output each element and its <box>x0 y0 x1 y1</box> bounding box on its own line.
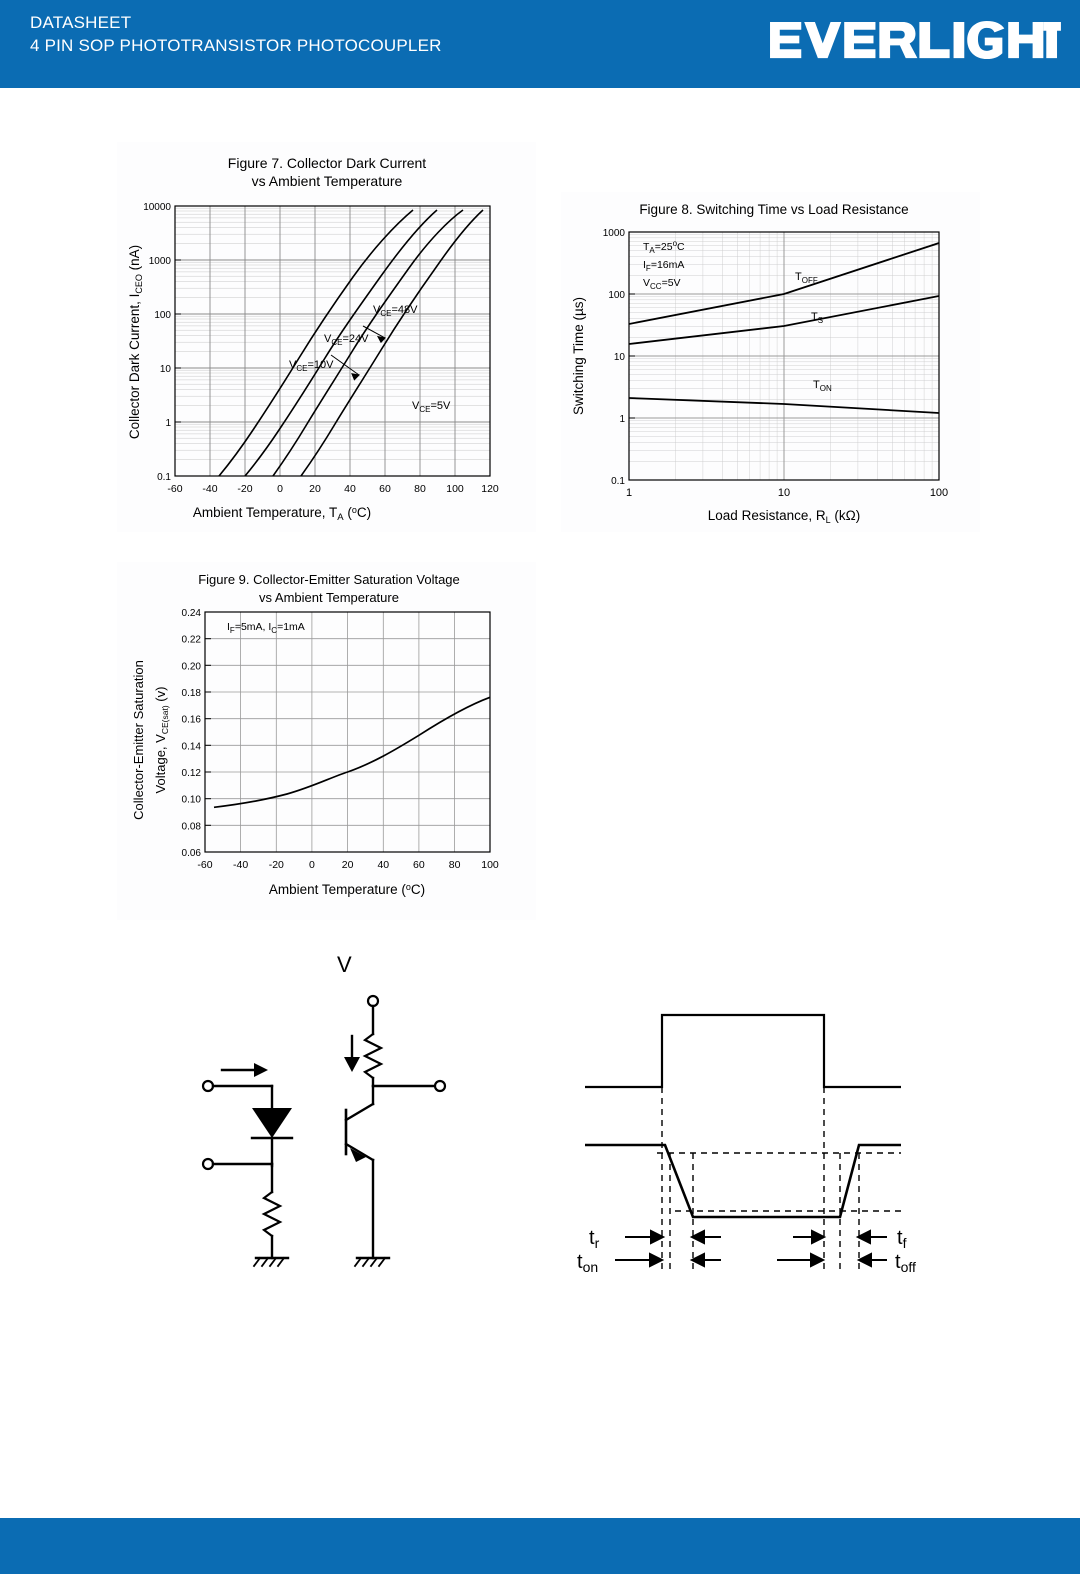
input-pulse <box>585 1015 901 1087</box>
output-waveform <box>585 1145 901 1217</box>
svg-text:0.20: 0.20 <box>181 661 201 673</box>
annotation-vce-10v: $V_{CE}=10V$ <box>289 359 334 373</box>
svg-text:10: 10 <box>159 364 171 375</box>
figure-7-title-line-1: Figure 7. Collector Dark Current <box>227 155 427 171</box>
switching-waveform-diagram <box>575 985 950 1280</box>
header-title-block <box>30 11 442 57</box>
waveform-guides-vertical <box>662 1087 859 1270</box>
svg-text:IF=16mA: $I_F=16mA$ <box>643 259 685 273</box>
svg-text:TA=25oC: $T_A=25^oC$ <box>643 239 685 255</box>
svg-text:120: 120 <box>481 483 499 495</box>
figure-8-title: Figure 8. Switching Time vs Load Resistance <box>639 202 909 217</box>
annotation-vce-24v: $V_{CE}=24V$ <box>324 333 369 347</box>
svg-text:-20: -20 <box>237 483 253 495</box>
svg-text:20: 20 <box>341 859 354 871</box>
svg-text:100: 100 <box>154 310 171 321</box>
svg-text:Ambient Temperature, TA (oC): Ambient Temperature, $T_A$ ($^o$C) <box>192 505 372 523</box>
svg-text:-60: -60 <box>167 483 183 495</box>
test-circuit-diagram <box>180 930 510 1275</box>
figure-9-x-ticklabels <box>197 859 499 871</box>
header-line-2: 4 PIN SOP PHOTOTRANSISTOR PHOTOCOUPLER <box>30 36 442 55</box>
svg-text:60: 60 <box>413 859 425 871</box>
figure-7-y-axis-label <box>127 245 144 439</box>
figure-9-title-line-1: Figure 9. Collector-Emitter Saturation Voltage <box>198 572 460 587</box>
figure-9-y-axis-label-line-2 <box>153 687 170 794</box>
input-terminal-bottom <box>203 1159 213 1169</box>
svg-text:100: 100 <box>446 483 464 495</box>
label-ton: $T_{ON}$ <box>813 379 832 393</box>
svg-text:-40: -40 <box>233 859 249 871</box>
supply-terminal <box>368 996 378 1006</box>
svg-text:40: 40 <box>377 859 390 871</box>
svg-text:0: 0 <box>277 483 283 495</box>
figure-8-y-axis-label <box>571 297 586 415</box>
label-ts: $T_S$ <box>811 311 824 325</box>
output-terminal <box>435 1081 445 1091</box>
page-footer <box>0 1518 1080 1574</box>
svg-text:0.1: 0.1 <box>157 472 171 483</box>
annotation-vce-48v: $V_{CE}=48V$ <box>373 304 418 318</box>
svg-text:-20: -20 <box>268 859 284 871</box>
input-terminal-top <box>203 1081 213 1091</box>
svg-text:40: 40 <box>344 483 356 495</box>
figure-8-x-axis-label: Load Resistance, $R_L$ (kΩ) <box>707 508 861 525</box>
label-tf: $t_f$ <box>897 1227 907 1251</box>
svg-text:0.1: 0.1 <box>611 476 625 487</box>
svg-text:0.18: 0.18 <box>181 688 201 699</box>
svg-text:10: 10 <box>613 352 625 363</box>
svg-text:0.22: 0.22 <box>181 634 201 646</box>
svg-text:10000: 10000 <box>143 202 171 213</box>
svg-text:0: 0 <box>308 859 315 871</box>
svg-text:100: 100 <box>929 487 949 499</box>
figure-9-x-axis-label: Ambient Temperature ($^o$C) <box>268 882 426 897</box>
svg-text:20: 20 <box>309 483 321 495</box>
svg-text:1: 1 <box>619 414 625 425</box>
svg-text:0.16: 0.16 <box>181 714 201 726</box>
svg-text:1000: 1000 <box>602 228 625 239</box>
everlight-logo <box>767 20 1062 60</box>
svg-text:100: 100 <box>608 290 625 301</box>
svg-text:Voltage, VCE(sat) (v): Voltage, $V_{CE(sat)}$ (v) <box>153 686 170 794</box>
svg-text:Collector-Emitter Saturation: Collector-Emitter Saturation <box>131 660 146 820</box>
svg-text:Collector Dark Current, ICEO (: Collector Dark Current, $I_{CEO}$ (nA) <box>127 244 144 440</box>
figure-8-conditions <box>643 239 685 291</box>
label-tr: $t_r$ <box>589 1227 600 1251</box>
svg-text:1: 1 <box>625 487 633 499</box>
figure-8 <box>561 192 980 532</box>
svg-text:80: 80 <box>448 859 461 871</box>
label-toff: $T_{OFF}$ <box>795 271 818 285</box>
figure-9-title-line-2: vs Ambient Temperature <box>259 590 399 605</box>
waveform-measure-arrows <box>615 1231 887 1266</box>
svg-text:0.06: 0.06 <box>181 848 201 859</box>
svg-text:0.10: 0.10 <box>181 794 201 806</box>
svg-text:0.14: 0.14 <box>181 741 201 753</box>
svg-text:-60: -60 <box>197 859 213 871</box>
svg-text:Switching Time (µs): Switching Time (µs) <box>571 296 586 416</box>
svg-text:80: 80 <box>414 483 426 495</box>
svg-text:10: 10 <box>777 487 791 499</box>
svg-text:0.08: 0.08 <box>181 821 201 833</box>
svg-text:1000: 1000 <box>148 256 171 267</box>
svg-text:60: 60 <box>379 483 391 495</box>
label-toff: $t_{off}$ <box>895 1251 916 1275</box>
page-header <box>0 0 1080 88</box>
svg-text:-40: -40 <box>202 483 218 495</box>
svg-text:0.12: 0.12 <box>181 768 201 779</box>
supply-label: V <box>337 952 352 977</box>
figure-9-conditions: $I_F=5mA$, $I_C=1mA$ <box>227 621 305 635</box>
svg-text:0.24: 0.24 <box>181 608 201 619</box>
svg-text:1: 1 <box>165 418 171 429</box>
label-ton: $t_{on}$ <box>577 1251 599 1275</box>
annotation-vce-5v: $V_{CE}=5V$ <box>412 400 451 414</box>
figure-9 <box>117 562 536 920</box>
svg-text:100: 100 <box>481 859 499 871</box>
figure-7-title-line-2: vs Ambient Temperature <box>251 173 403 189</box>
figure-9-y-axis-label-line-1 <box>131 660 146 820</box>
svg-text:VCC=5V: $V_{CC}=5V$ <box>643 277 681 291</box>
header-line-1: DATASHEET <box>30 13 132 32</box>
figure-7 <box>117 142 536 532</box>
